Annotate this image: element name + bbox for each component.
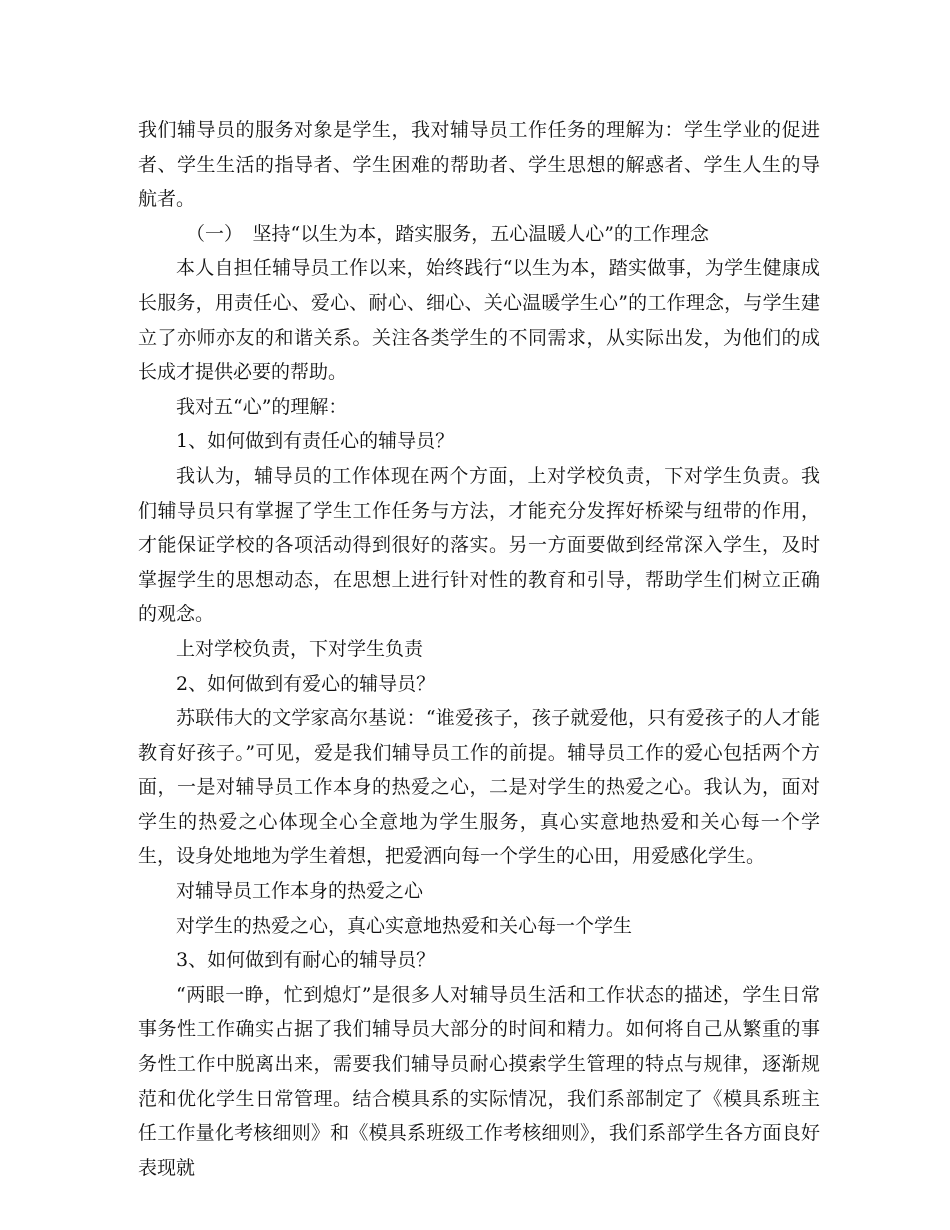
subheading: 1、如何做到有责任心的辅导员？ <box>176 430 455 453</box>
body-paragraph: 我认为，辅导员的工作体现在两个方面，上对学校负责，下对学生负责。我们辅导员只有掌握了学生工作任务与方法，才能充分发挥好桥梁与纽带的作用，才能保证学校的各项活动得到很好的落实。另一方面要做到经常深入学生，及时掌握学生的思想动态，在思想上进行针对性的教育和引导，帮助学生们树立正确的观念。 <box>138 464 820 626</box>
intro-paragraph: 我们辅导员的服务对象是学生，我对辅导员工作任务的理解为：学生学业的促进者、学生生活的指导者、学生困难的帮助者、学生思想的解惑者、学生人生的导航者。 <box>138 119 820 211</box>
body-paragraph: 我对五“心”的理解： <box>176 395 348 418</box>
section-heading: （一） 坚持“以生为本，踏实服务，五心温暖人心”的工作理念 <box>186 222 709 245</box>
document-body <box>138 113 820 1185</box>
subheading: 3、如何做到有耐心的辅导员？ <box>176 949 436 972</box>
body-paragraph: 上对学校负责，下对学生负责 <box>176 637 424 660</box>
body-paragraph: 对辅导员工作本身的热爱之心 <box>176 880 424 903</box>
body-paragraph: 苏联伟大的文学家高尔基说：“谁爱孩子，孩子就爱他，只有爱孩子的人才能教育好孩子。”可见，爱是我们辅导员工作的前提。辅导员工作的爱心包括两个方面，一是对辅导员工作本身的热爱之心，二是对学生的热爱之心。我认为，面对学生的热爱之心体现全心全意地为学生服务，真心实意地热爱和关心每一个学生，设身处地地为学生着想，把爱洒向每一个学生的心田，用爱感化学生。 <box>138 707 820 868</box>
body-paragraph: “两眼一睁，忙到熄灯”是很多人对辅导员生活和工作状态的描述，学生日常事务性工作确实占据了我们辅导员大部分的时间和精力。如何将自己从繁重的事务性工作中脱离出来，需要我们辅导员耐心摸索学生管理的特点与规律，逐渐规范和优化学生日常管理。结合模具系的实际情况，我们系部制定了《模具系班主任工作量化考核细则》和《模具系班级工作考核细则》，我们系部学生各方面良好表现就 <box>138 983 820 1179</box>
body-paragraph: 本人自担任辅导员工作以来，始终践行“以生为本，踏实做事，为学生健康成长服务，用责任心、爱心、耐心、细心、关心温暖学生心”的工作理念，与学生建立了亦师亦友的和谐关系。关注各类学生的不同需求，从实际出发，为他们的成长成才提供必要的帮助。 <box>138 257 820 384</box>
subheading: 2、如何做到有爱心的辅导员？ <box>176 672 436 695</box>
body-paragraph: 对学生的热爱之心，真心实意地热爱和关心每一个学生 <box>176 914 633 937</box>
